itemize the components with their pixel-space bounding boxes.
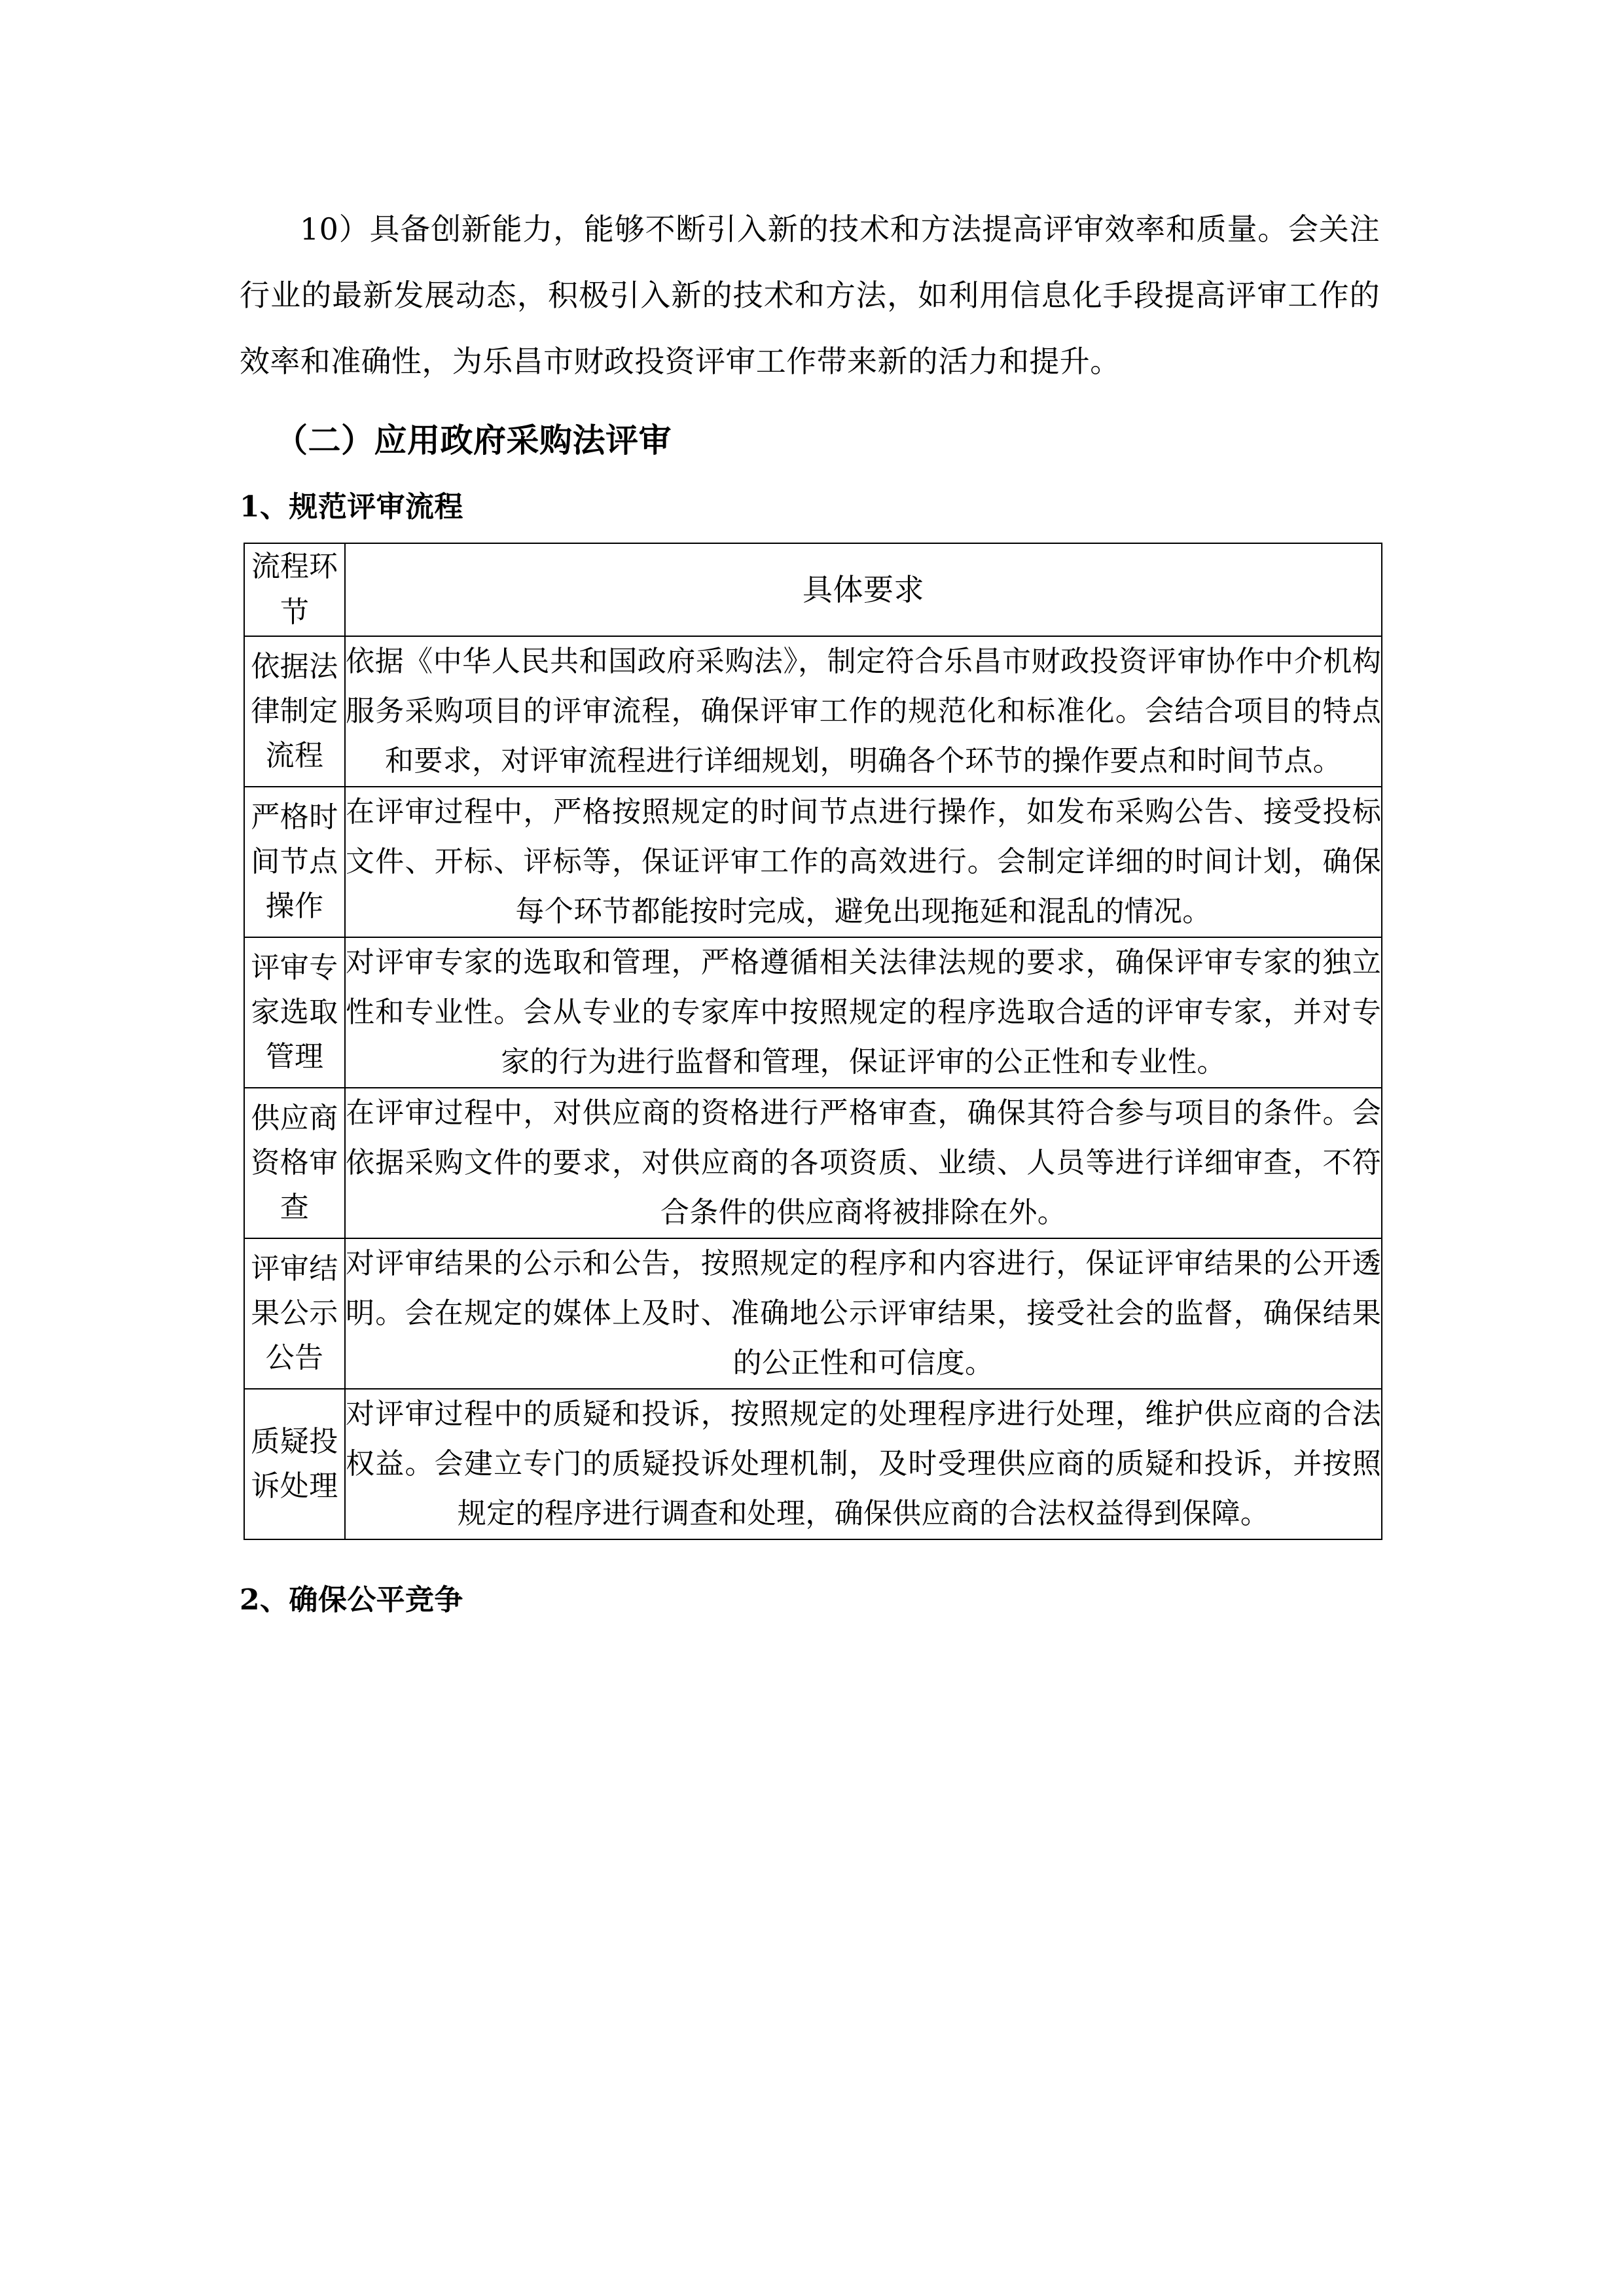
table-header-row	[244, 543, 1382, 636]
table-header-requirement: 具体要求	[345, 543, 1382, 636]
page-content	[240, 196, 1380, 1632]
table-row	[244, 787, 1382, 937]
table-cell-stage: 供应商资格审查	[244, 1088, 345, 1238]
subsection-heading: 1、规范评审流程	[240, 490, 463, 524]
table-row	[244, 636, 1382, 787]
body-paragraph: 10）具备创新能力，能够不断引入新的技术和方法提高评审效率和质量。会关注行业的最新发展动态，积极引入新的技术和方法，如利用信息化手段提高评审工作的效率和准确性，为乐昌市财政投资评审工作带来新的活力和提升。	[240, 211, 1380, 379]
section-heading: （二）应用政府采购法评审	[275, 421, 672, 459]
review-process-table	[244, 543, 1382, 1540]
table-cell-stage: 评审专家选取管理	[244, 937, 345, 1088]
table-cell-requirement: 在评审过程中，严格按照规定的时间节点进行操作，如发布采购公告、接受投标文件、开标、评标等，保证评审工作的高效进行。会制定详细的时间计划，确保每个环节都能按时完成，避免出现拖延和混乱的情况。	[345, 787, 1382, 937]
table-row	[244, 1088, 1382, 1238]
trailing-heading: 2、确保公平竞争	[240, 1583, 463, 1617]
table-cell-requirement: 依据《中华人民共和国政府采购法》，制定符合乐昌市财政投资评审协作中介机构服务采购项目的评审流程，确保评审工作的规范化和标准化。会结合项目的特点和要求，对评审流程进行详细规划，明确各个环节的操作要点和时间节点。	[345, 636, 1382, 787]
table-cell-requirement: 对评审过程中的质疑和投诉，按照规定的处理程序进行处理，维护供应商的合法权益。会建立专门的质疑投诉处理机制，及时受理供应商的质疑和投诉，并按照规定的程序进行调查和处理，确保供应商的合法权益得到保障。	[345, 1389, 1382, 1539]
table-cell-requirement: 对评审专家的选取和管理，严格遵循相关法律法规的要求，确保评审专家的独立性和专业性。会从专业的专家库中按照规定的程序选取合适的评审专家，并对专家的行为进行监督和管理，保证评审的公正性和专业性。	[345, 937, 1382, 1088]
table-cell-requirement: 在评审过程中，对供应商的资格进行严格审查，确保其符合参与项目的条件。会依据采购文件的要求，对供应商的各项资质、业绩、人员等进行详细审查，不符合条件的供应商将被排除在外。	[345, 1088, 1382, 1238]
table-cell-stage: 依据法律制定流程	[244, 636, 345, 787]
table-cell-stage: 严格时间节点操作	[244, 787, 345, 937]
table-row	[244, 1389, 1382, 1539]
table-cell-stage: 评审结果公示公告	[244, 1238, 345, 1389]
table-cell-stage: 质疑投诉处理	[244, 1389, 345, 1539]
table-header-stage: 流程环节	[244, 543, 345, 636]
table-cell-requirement: 对评审结果的公示和公告，按照规定的程序和内容进行，保证评审结果的公开透明。会在规定的媒体上及时、准确地公示评审结果，接受社会的监督，确保结果的公正性和可信度。	[345, 1238, 1382, 1389]
table-row	[244, 937, 1382, 1088]
table-row	[244, 1238, 1382, 1389]
